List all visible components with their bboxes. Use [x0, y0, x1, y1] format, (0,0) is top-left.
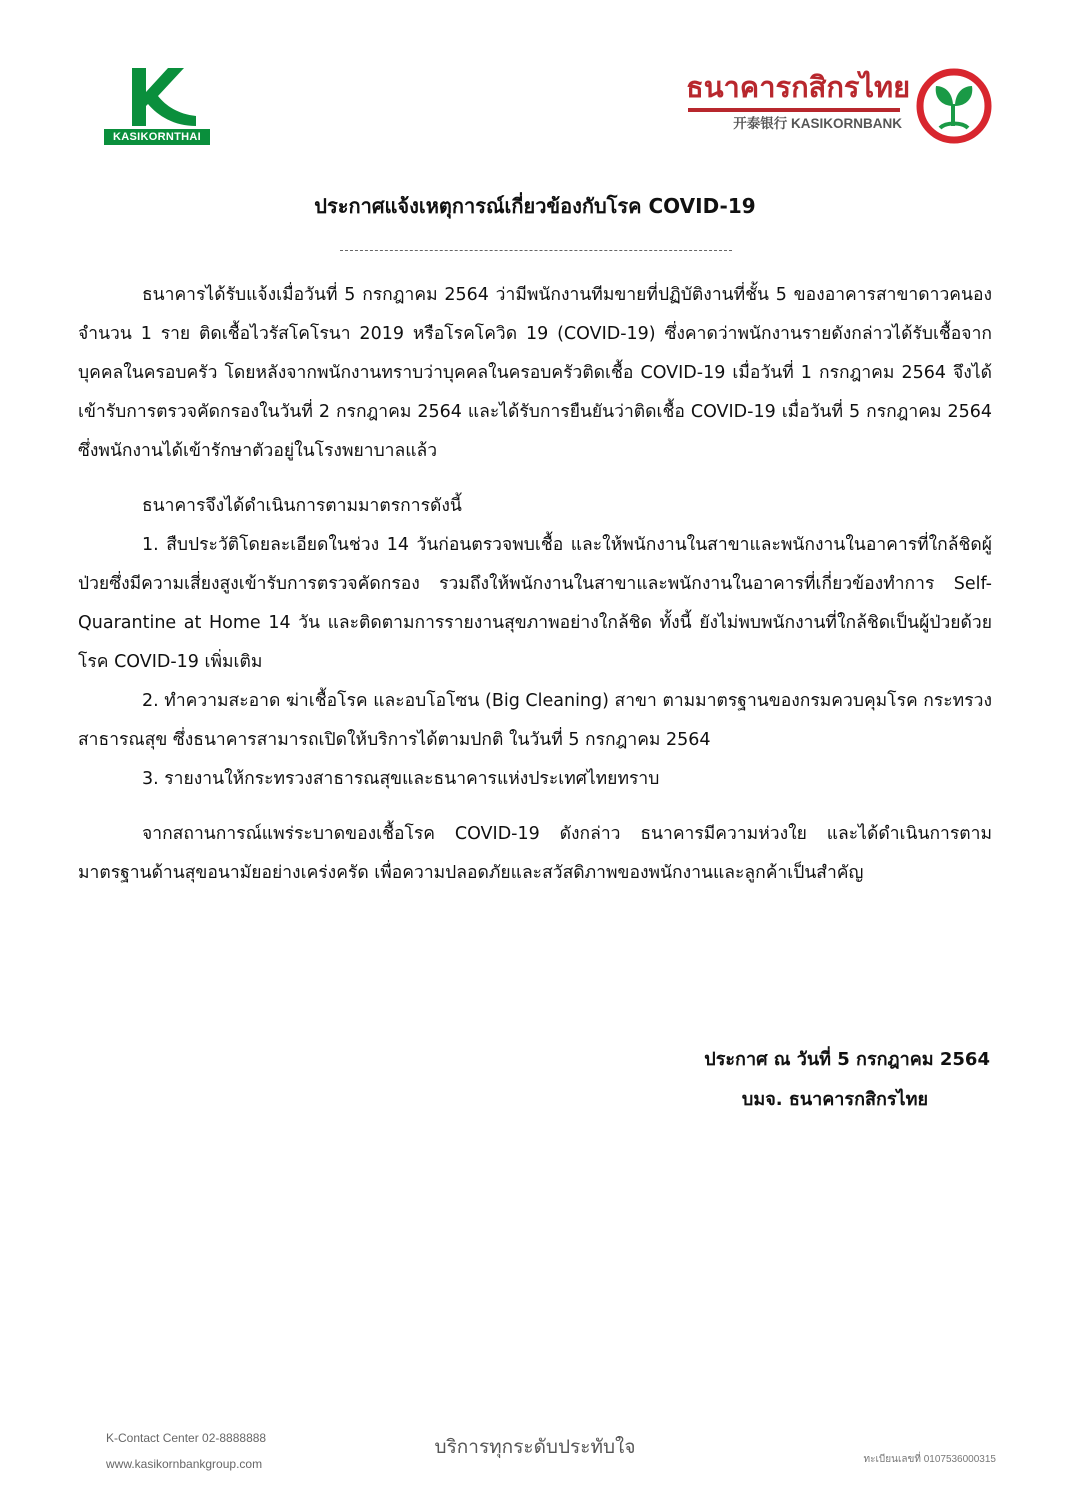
- company-name: บมจ. ธนาคารกสิกรไทย: [741, 1089, 928, 1110]
- kbank-seal-icon: [916, 68, 992, 144]
- kasikornbank-logo: [686, 68, 996, 144]
- bank-name-thai: ธนาคารกสิกรไทย: [686, 70, 911, 104]
- website-text: www.kasikornbankgroup.com: [106, 1457, 263, 1471]
- paragraph-incident: ธนาคารได้รับแจ้งเมื่อวันที่ 5 กรกฎาคม 2564 ว่ามีพนักงานทีมขายที่ปฏิบัติงานที่ชั้น 5 ของอาคารสาขาดาวคนอง จำนวน 1 ราย ติดเชื้อไวรัสโคโรนา 2019 หรือโรคโควิด 19 (COVID-19) ซึ่งคาดว่าพนักงานรายดังกล่าวได้รับเชื้อจากบุคคลในครอบครัว โดยหลังจากพนักงานทราบว่าบุคคลในครอบครัวติดเชื้อ COVID-19 เมื่อวันที่ 1 กรกฎาคม 2564 จึงได้เข้ารับการตรวจคัดกรองในวันที่ 2 กรกฎาคม 2564 และได้รับการยืนยันว่าติดเชื้อ COVID-19 เมื่อวันที่ 5 กรกฎาคม 2564 ซึ่งพนักงานได้เข้ารักษาตัวอยู่ในโรงพยาบาลแล้ว: [78, 285, 992, 461]
- announcement-body: [78, 276, 992, 893]
- measure-item-1: 1. สืบประวัติโดยละเอียดในช่วง 14 วันก่อนตรวจพบเชื้อ และให้พนักงานในสาขาและพนักงานในอาคารที่ใกล้ชิดผู้ป่วยซึ่งมีความเสี่ยงสูงเข้ารับการตรวจคัดกรอง รวมถึงให้พนักงานในสาขาและพนักงานในอาคารที่เกี่ยวข้องทำการ Self-Quarantine at Home 14 วัน และติดตามการรายงานสุขภาพอย่างใกล้ชิด ทั้งนี้ ยังไม่พบพนักงานที่ใกล้ชิดเป็นผู้ป่วยด้วยโรค COVID-19 เพิ่มเติม: [78, 535, 992, 672]
- announcement-date: ประกาศ ณ วันที่ 5 กรกฎาคม 2564: [704, 1049, 990, 1070]
- measure-item-3: 3. รายงานให้กระทรวงสาธารณสุขและธนาคารแห่งประเทศไทยทราบ: [142, 769, 660, 789]
- signature-block: [560, 1040, 990, 1120]
- kasikornthai-wordmark: KASIKORNTHAI: [104, 129, 210, 145]
- announcement-title: ประกาศแจ้งเหตุการณ์เกี่ยวข้องกับโรค COVID-19: [314, 194, 756, 218]
- title-divider: [340, 250, 732, 251]
- footer-slogan: บริการทุกระดับประทับใจ: [434, 1436, 636, 1458]
- paragraph-closing: จากสถานการณ์แพร่ระบาดของเชื้อโรค COVID-19 ดังกล่าว ธนาคารมีความห่วงใย และได้ดำเนินการตามมาตรฐานด้านสุขอนามัยอย่างเคร่งครัด เพื่อความปลอดภัยและสวัสดิภาพของพนักงานและลูกค้าเป็นสำคัญ: [78, 824, 992, 883]
- measure-item-2: 2. ทำความสะอาด ฆ่าเชื้อโรค และอบโอโซน (Big Cleaning) สาขา ตามมาตรฐานของกรมควบคุมโรค กระทรวงสาธารณสุข ซึ่งธนาคารสามารถเปิดให้บริการได้ตามปกติ ในวันที่ 5 กรกฎาคม 2564: [78, 691, 992, 750]
- bank-name-english: 开泰银行 KASIKORNBANK: [733, 116, 902, 131]
- paragraph-measures-intro: ธนาคารจึงได้ดำเนินการตามมาตรการดังนี้: [142, 496, 462, 516]
- contact-center-text: K-Contact Center 02-8888888: [106, 1431, 267, 1445]
- bank-name-underline: [688, 108, 900, 112]
- registration-number: ทะเบียนเลขที่ 0107536000315: [863, 1454, 996, 1465]
- kasikornthai-logo: [104, 66, 210, 146]
- kasikornthai-k-icon: [118, 66, 198, 128]
